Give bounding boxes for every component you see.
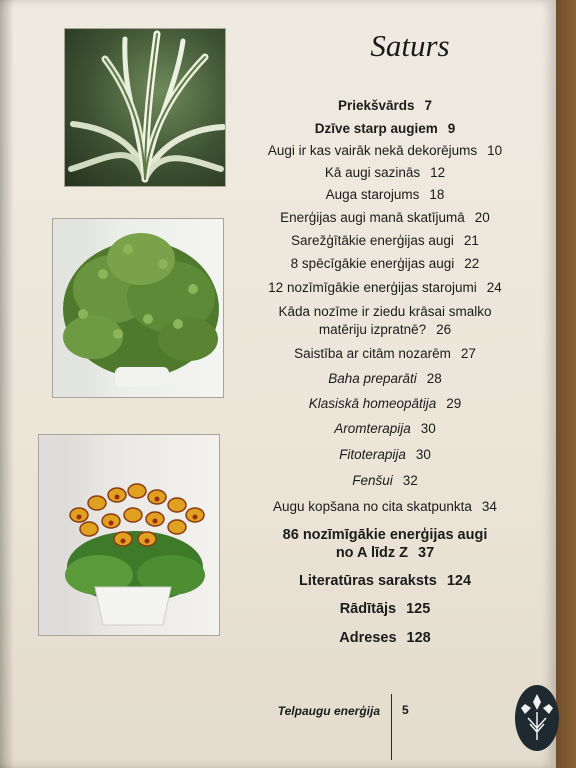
toc-entry-page: 124 <box>446 573 472 589</box>
toc-entry <box>240 280 530 296</box>
toc-entry-page: 9 <box>447 121 456 136</box>
toc-entry-page: 24 <box>486 280 502 295</box>
toc-entry-page: 10 <box>487 143 503 158</box>
fern-illustration <box>53 219 223 397</box>
toc-entry-page: 26 <box>436 322 452 337</box>
running-footer-title: Telpaugu enerģija <box>277 704 380 718</box>
toc-entry <box>240 601 530 617</box>
toc-entry-text: Sarežģītākie enerģijas augi <box>291 233 454 248</box>
toc-entry <box>240 499 530 515</box>
toc-entry-text: Kā augi sazinās <box>324 165 421 180</box>
dracaena-illustration <box>65 29 225 186</box>
watermark-logo-icon <box>514 684 560 752</box>
toc-entry-page: 22 <box>464 256 480 271</box>
toc-entry-text: Literatūras saraksts <box>298 573 437 589</box>
toc-entry-text: Auga starojums <box>325 187 420 202</box>
toc-entry-text: Augi ir kas vairāk nekā dekorējums <box>267 143 478 158</box>
toc-entry-page: 30 <box>420 421 436 436</box>
toc-entry <box>240 630 530 646</box>
photo-fern-plant <box>52 218 224 398</box>
toc-entry-text: Priekšvārds <box>337 98 415 113</box>
toc-entry <box>240 573 530 589</box>
toc-entry <box>240 447 530 463</box>
toc-entry-page: 30 <box>415 447 431 462</box>
toc-entry-page: 37 <box>418 545 435 561</box>
toc-entry-text: Adreses <box>339 630 397 646</box>
toc-entry-page: 20 <box>474 210 490 225</box>
toc-entry <box>240 187 530 203</box>
toc-entry <box>240 473 530 489</box>
toc-entry-page: 18 <box>429 187 445 202</box>
toc-entry-page: 29 <box>446 396 462 411</box>
toc-entry-text-line2: matēriju izpratnē? <box>318 322 427 337</box>
toc-entry-text: Fenšui <box>352 473 393 488</box>
calceolaria-illustration <box>39 435 219 635</box>
toc-entry-page: 7 <box>424 98 433 113</box>
toc-entry-page: 32 <box>402 473 418 488</box>
toc-entry-page: 125 <box>406 601 431 617</box>
toc-entry-text-line1: Kāda nozīme ir ziedu krāsai smalko <box>278 304 492 319</box>
toc-entry <box>240 210 530 226</box>
page-number: 5 <box>402 703 409 717</box>
toc-entry-text: Augu kopšana no cita skatpunkta <box>273 499 472 514</box>
toc-title: Saturs <box>370 28 450 63</box>
toc-entry-page: 28 <box>426 371 442 386</box>
toc-entry-text: Saistība ar citām nozarēm <box>294 346 451 361</box>
toc-entry-page: 21 <box>463 233 479 248</box>
footer-divider <box>391 694 392 760</box>
toc-entry-text: Klasiskā homeopātija <box>308 396 437 411</box>
toc-entry-text-line1: 86 nozīmīgākie enerģijas augi <box>282 527 488 543</box>
toc-entry <box>240 143 530 159</box>
photo-calceolaria-plant <box>38 434 220 636</box>
toc-entry-text: Fitoterapija <box>339 447 406 462</box>
toc-entry <box>240 303 530 339</box>
toc-entry <box>240 371 530 387</box>
toc-entry <box>240 121 530 137</box>
toc-entry <box>240 165 530 181</box>
toc-entry-text: Dzīve starp augiem <box>314 121 438 136</box>
toc-entry <box>240 526 530 562</box>
toc-entry-page: 128 <box>406 630 431 646</box>
toc-entry <box>240 256 530 272</box>
toc-entry-text: Rādītājs <box>339 601 397 617</box>
toc-entry-text: 8 spēcīgākie enerģijas augi <box>290 256 455 271</box>
toc-entry-text: 12 nozīmīgākie enerģijas starojumi <box>268 280 477 295</box>
toc-entry-text-line2: no A līdz Z <box>335 545 409 561</box>
photo-dracaena-plant <box>64 28 226 187</box>
toc-entry-text: Enerģijas augi manā skatījumā <box>280 210 465 225</box>
toc-entry <box>240 233 530 249</box>
toc-entry-text: Baha preparāti <box>328 371 417 386</box>
toc-entry-text: Aromterapija <box>334 421 411 436</box>
toc-entry-page: 27 <box>460 346 476 361</box>
page-gutter-shadow <box>0 0 14 768</box>
toc-entry-page: 12 <box>430 165 446 180</box>
toc-entry <box>240 98 530 114</box>
toc-entry <box>240 421 530 437</box>
toc-entry <box>240 346 530 362</box>
toc-entry <box>240 396 530 412</box>
toc-entry-page: 34 <box>481 499 497 514</box>
